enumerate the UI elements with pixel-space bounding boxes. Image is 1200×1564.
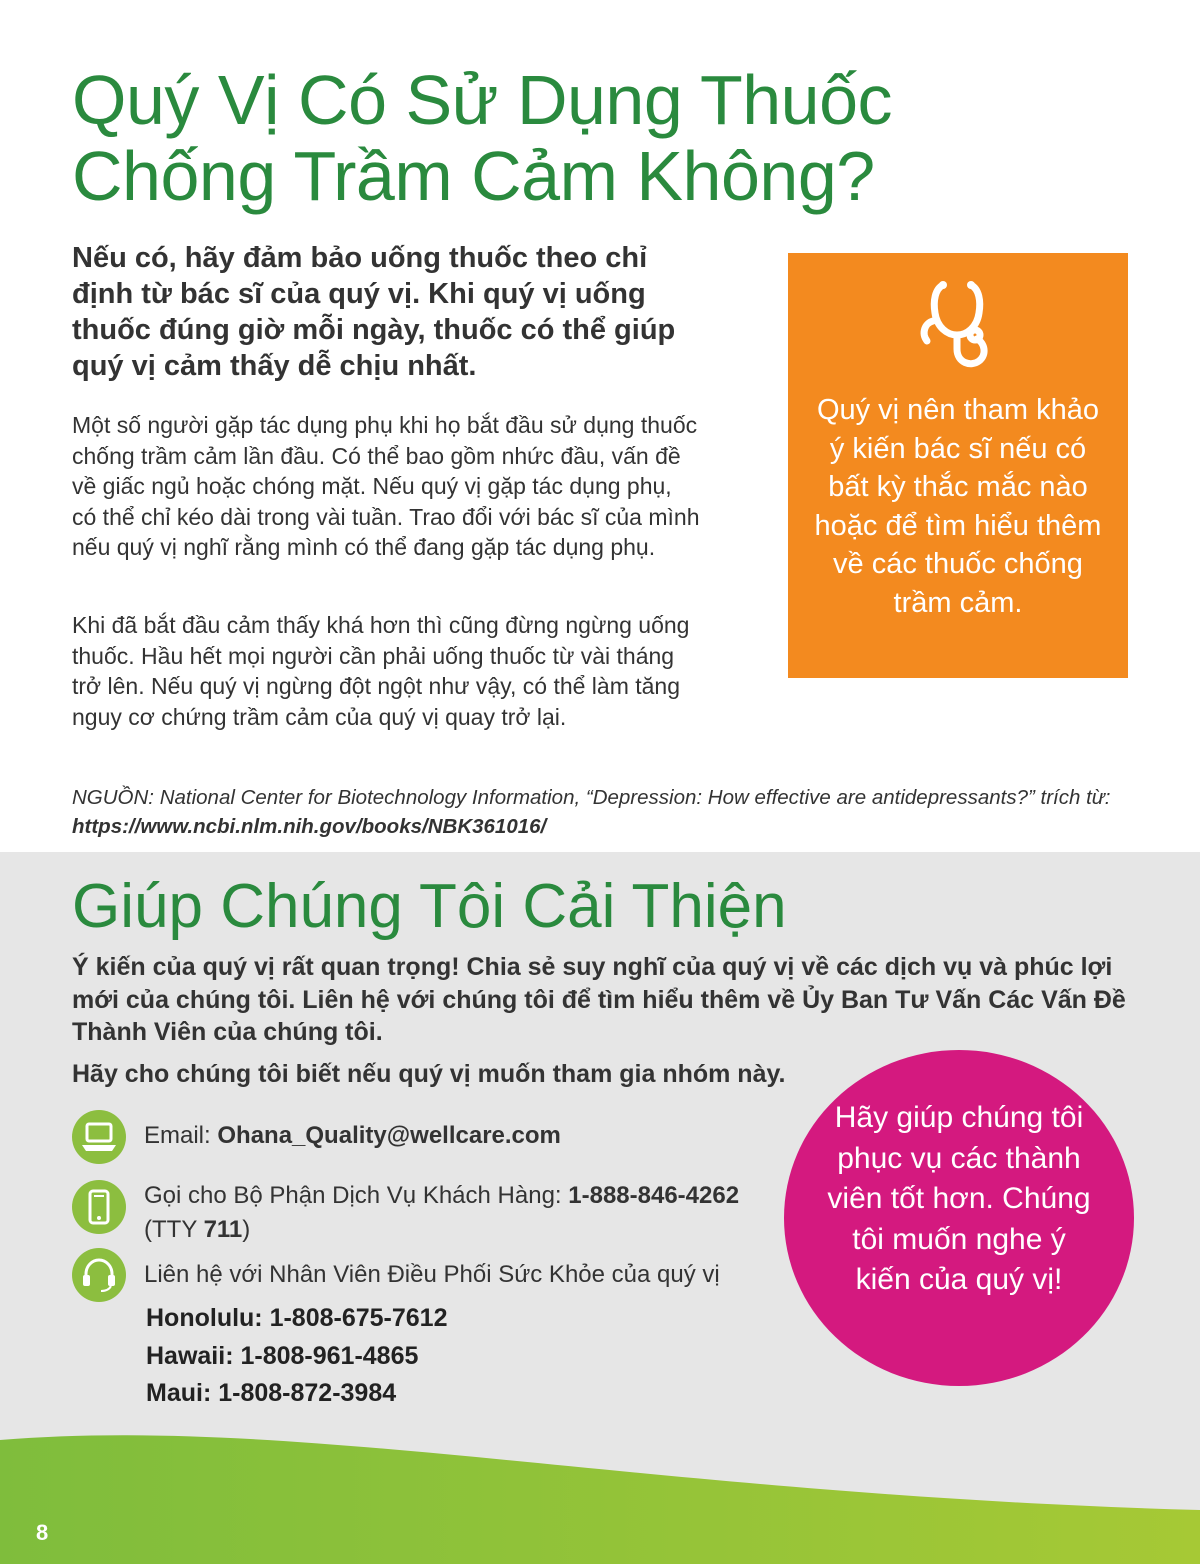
feedback-circle-callout [784,1050,1134,1386]
green-wave-footer [0,1420,1200,1564]
feedback-lead-text: Ý kiến của quý vị rất quan trọng! Chia sẻ suy nghĩ của quý vị về các dịch vụ và phúc lợi mới của chúng tôi. Liên hệ với chúng tôi để tìm hiểu thêm về Ủy Ban Tư Vấn Các Vấn Đề Thành Viên của chúng tôi. [72,953,1126,1046]
office-hawaii[interactable]: Hawaii: 1-808-961-4865 [146,1342,419,1370]
headset-icon [72,1248,126,1302]
phone-icon [72,1180,126,1234]
tty-prefix: (TTY [144,1216,204,1243]
stethoscope-icon [913,275,1003,375]
phone-number-link[interactable]: 1-888-846-4262 [568,1182,740,1209]
coordinator-contact: Liên hệ với Nhân Viên Điều Phối Sức Khỏe của quý vị [144,1261,720,1288]
join-group-text: Hãy cho chúng tôi biết nếu quý vị muốn tham gia nhóm này. [72,1060,786,1088]
side-effects-paragraph: Một số người gặp tác dụng phụ khi họ bắt đầu sử dụng thuốc chống trầm cảm lần đầu. Có thể bao gồm nhức đầu, vấn đề về giấc ngủ hoặc chóng mặt. Nếu quý vị gặp tác dụng phụ, có thể chỉ kéo dài trong vài tuần. Trao đổi với bác sĩ của mình nếu quý vị nghĩ rằng mình có thể đang gặp tác dụng phụ. [72,412,700,560]
office-maui[interactable]: Maui: 1-808-872-3984 [146,1379,397,1407]
callout-text: Quý vị nên tham khảo ý kiến bác sĩ nếu có bất kỳ thắc mắc nào hoặc để tìm hiểu thêm về các thuốc chống trầm cảm. [814,394,1102,619]
source-url-link[interactable]: https://www.ncbi.nlm.nih.gov/books/NBK361016/ [72,815,547,838]
laptop-icon [72,1110,126,1164]
tty-suffix: ) [242,1216,251,1243]
section-title: Giúp Chúng Tôi Cải Thiện [72,872,787,941]
intro-text: Nếu có, hãy đảm bảo uống thuốc theo chỉ định từ bác sĩ của quý vị. Khi quý vị uống thuốc đúng giờ mỗi ngày, thuốc có thể giúp quý vị cảm thấy dễ chịu nhất. [72,242,676,382]
tty-number[interactable]: 711 [203,1216,243,1243]
email-label: Email: [144,1122,218,1149]
phone-contact [144,1179,804,1247]
phone-label: Gọi cho Bộ Phận Dịch Vụ Khách Hàng: [144,1182,569,1209]
doctor-callout-box [788,253,1128,678]
office-honolulu[interactable]: Honolulu: 1-808-675-7612 [146,1304,448,1332]
page-number: 8 [36,1520,49,1545]
source-citation [72,783,1152,841]
email-contact [144,1119,804,1153]
email-address-link[interactable]: Ohana_Quality@wellcare.com [217,1122,561,1149]
source-text: NGUỒN: National Center for Biotechnology Information, “Depression: How effective are antidepressants?” trích từ: [72,786,1111,809]
circle-text: Hãy giúp chúng tôi phục vụ các thành viên tốt hơn. Chúng tôi muốn nghe ý kiến của quý vị! [827,1101,1091,1296]
keep-taking-paragraph: Khi đã bắt đầu cảm thấy khá hơn thì cũng đừng ngừng uống thuốc. Hầu hết mọi người cần phải uống thuốc từ vài tháng trở lên. Nếu quý vị ngừng đột ngột như vậy, có thể làm tăng nguy cơ chứng trầm cảm của quý vị quay trở lại. [72,612,690,730]
page-title: Quý Vị Có Sử Dụng Thuốc Chống Trầm Cảm Không? [72,61,893,215]
